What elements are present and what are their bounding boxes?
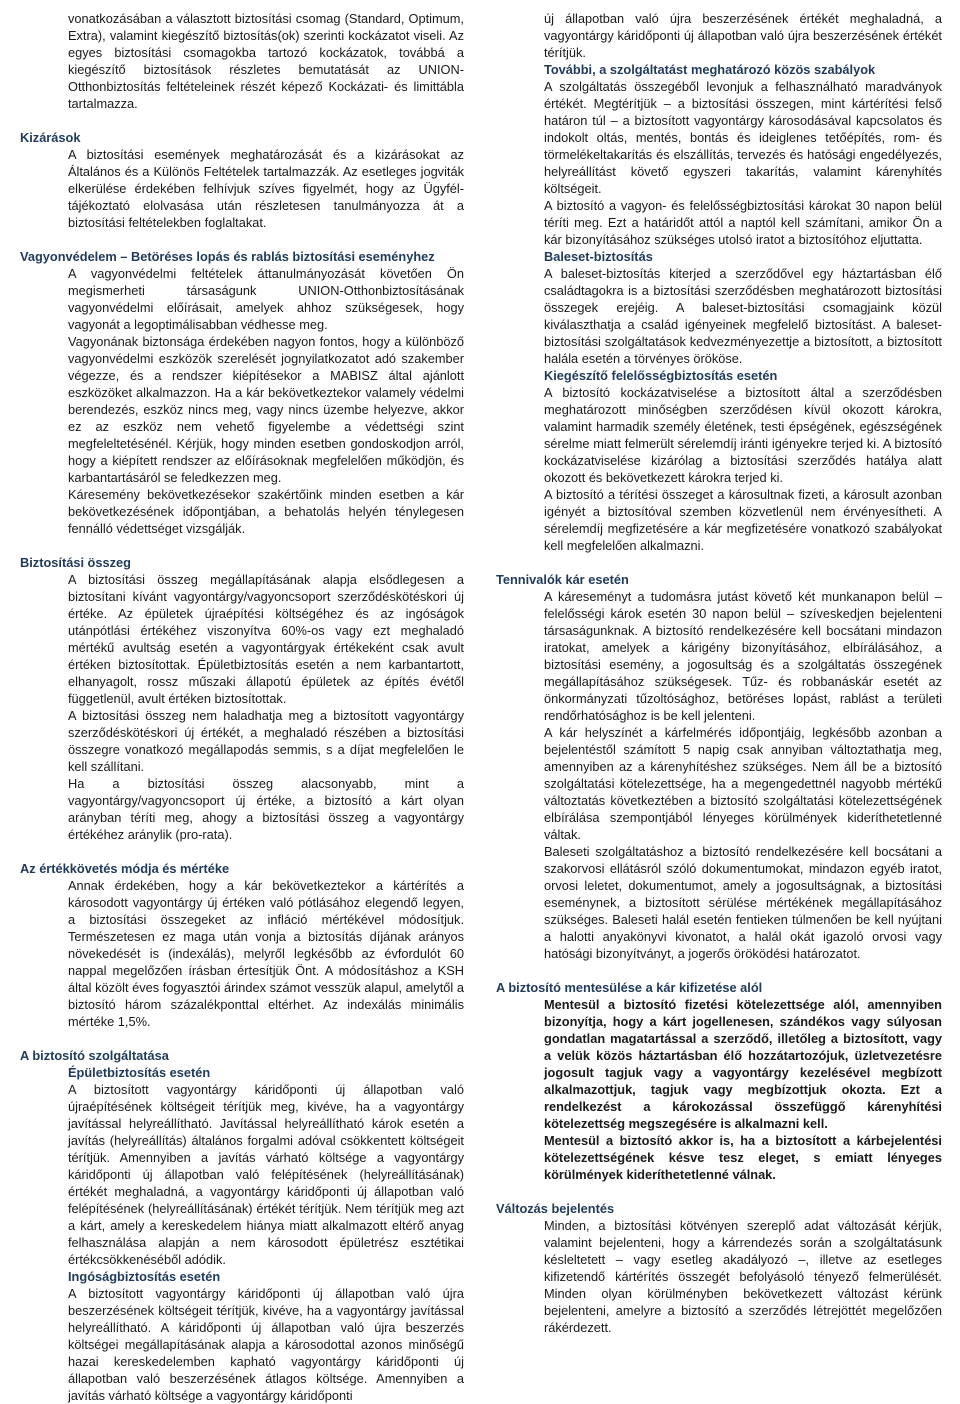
ingosag-continued-paragraph: új állapotban való újra beszerzésének értékét meghaladná, a vagyontárgy káridőponti új állapotban való újra beszerzésének értékét térítjük. (544, 11, 942, 60)
valtozas-paragraph: Minden, a biztosítási kötvényen szereplő adat változását kérjük, valamint bejelenteni, hogy a kárrendezés során a szolgáltatásunk késleltetett – vagy esetleg akadályozó –, illetve az esetleges kifizetendő kártérítés összegét befolyásoló tényező felmerülését. Minden olyan körülményben bekövetkezett változást kérünk bejelenteni, amelyre a biztosító a szerződés létrejöttét megelőzően rákérdezett. (544, 1218, 942, 1335)
valtozas-bejelentes-heading: Változás bejelentés (496, 1201, 615, 1216)
ingosagbiztositas-paragraph: A biztosított vagyontárgy káridőponti új állapotban való újra beszerzésének költségeit térítjük, kivéve, ha a vagyontárgy javítással helyreállítható. A káridőponti új állapotban való újra beszerzés költségei megállapításának alapja a károsodottal azonos minőségű hazai kereskedelemben kapható vagyontárgy káridőponti új állapotban való beszerzésének átlagos költsége. Amennyiben a javítás várható költsége a vagyontárgy káridőponti (68, 1286, 464, 1403)
felelossegbiztositas-subheading: Kiegészítő felelősségbiztosítás esetén (544, 368, 778, 383)
vagyonvedelem-paragraph-2: Vagyonának biztonsága érdekében nagyon fontos, hogy a különböző vagyonvédelmi eszközök szerelését jognyilatkozatot adó szakember végezze, és a rendszer kiépítésekor a MABISZ által ajánlott eszközöket alkalmazzon. Ha a kár bekövetkeztekor valamely védelmi berendezés, eszköz nincs meg, vagy nincs üzembe helyezve, akkor ez az eszköz nem vehető figyelembe a védettségi szint megfeleltetésénél. Kérjük, hogy minden esetben gondoskodjon arról, hogy a kiépített rendszer az előírásoknak megfelelően működjön, és karbantartásáról se feledkezzen meg. (68, 334, 464, 485)
kizarasok-paragraph: A biztosítási események meghatározását és a kizárásokat az Általános és a Különös Feltételek tartalmazzák. Az esetleges jogviták elkerülése érdekében felhívjuk szíves figyelmét, hogy az Ügyfél-tájékoztató elolvasása után részletesen tanulmányozza át a biztosítási feltételekben foglaltakat. (68, 147, 464, 230)
osszeg-paragraph-1: A biztosítási összeg megállapításának alapja elsődlegesen a biztosítani kívánt vagyontárgy/vagyoncsoport szerződéskötéskori új értéke. Az épületek újraépítési költségéhez és az ingóságok utánpótlási értékéhez viszonyítva 60%-os vagy ezt meghaladó mértékű avultság esetén a vagyontárgyak értékeként csak avult értéken biztosítottak. Épületbiztosítás esetén a nem karbantartott, elhanyagolt, rossz műszaki állapotú épületek az építés évétől függetlenül, avult értéken biztosítottak. (68, 572, 464, 706)
right-column (496, 10, 942, 1336)
ertekkovetes-heading: Az értékkövetés módja és mértéke (20, 861, 230, 876)
epuletbiztositas-paragraph: A biztosított vagyontárgy káridőponti új állapotban való újraépítésének költségeit térítjük meg, kivéve, ha a vagyontárgy javítással helyreállítható. Javítással helyreállítható károk esetén a javítás (helyreállítás) általános forgalmi adóval csökkentett költségeit térítjük. Amennyiben a javítás várható költsége a vagyontárgy káridőponti új állapotban való felépítésének (helyreállításának) értékét meghaladná, a vagyontárgy káridőponti új állapotban való felépítésének (helyreállításának) értékét térítjük. Nem térítjük meg azt a kárt, amely a kereskedelem hiánya miatt alkalmazott eltérő anyag felhasználása alapján a nem károsodott épületrész esztétikai értékcsökkenéséből adódik. (68, 1082, 464, 1267)
epuletbiztositas-subheading: Épületbiztosítás esetén (68, 1065, 211, 1080)
szolgaltatas-heading: A biztosító szolgáltatása (20, 1048, 169, 1063)
kozos-paragraph-2: A biztosító a vagyon- és felelősségbiztosítási károkat 30 napon belül téríti meg. Ezt a határidőt attól a naptól kell számítani, amikor Ön a kár bizonyításához szükséges utolsó iratot a biztosítóhoz eljuttatta. (544, 198, 942, 247)
baleset-biztositas-subheading: Baleset-biztosítás (544, 249, 653, 264)
osszeg-paragraph-3: Ha a biztosítási összeg alacsonyabb, mint a vagyontárgy/vagyoncsoport új értéke, a biztosító a kárt olyan arányban téríti meg, ahogy a biztosítási összeg a vagyontárgy értékéhez aránylik (pro-rata). (68, 776, 464, 842)
tennivalok-paragraph-1: A káreseményt a tudomásra jutást követő két munkanapon belül – felelősségi károk esetén 30 napon belül – szíveskedjen bejelenteni társaságunknak. A biztosító rendelkezésére kell bocsátani mindazon iratokat, amelyek a kárigény bizonyításához, elbírálásához, a biztosítási esemény, a jogosultság és a szolgáltatás összegének megállapításához szükségesek. Tűz- és robbanáskár esetét az önkormányzati tűzoltósághoz, betöréses lopást, rablást a területi rendőrhatósághoz is be kell jelenteni. (544, 589, 942, 723)
tennivalok-paragraph-2: A kár helyszínét a kárfelmérés időpontjáig, legkésőbb azonban a bejelentéstől számított 5 napig csak annyiban változtathatja meg, amennyiben az a kárenyhítéshez szükséges. Nem áll be a biztosító szolgáltatási kötelezettsége, ha a megengedettnél nagyobb mértékű változtatás következtében a biztosító szolgáltatási kötelezettségének elbírálása szempontjából lényeges körülmények kideríthetetlenné váltak. (544, 725, 942, 842)
ertekkovetes-paragraph: Annak érdekében, hogy a kár bekövetkeztekor a kártérítés a károsodott vagyontárgy új értéken való pótlásához elegendő legyen, a biztosítási összegeket az infláció mértékével módosítjuk. Természetesen ez maga után vonja a biztosítás díjának arányos növekedését is (indexálás), melyről legkésőbb az évfordulót 60 nappal megelőzően írásban értesítjük Önt. A módosításhoz a KSH által közölt éves fogyasztói árindex számot vesszük alapul, amelytől a biztosító három százalékponttal eltérhet. Az indexálás minimális mértéke 1,5%. (68, 878, 464, 1029)
vagyonvedelem-heading: Vagyonvédelem – Betöréses lopás és rablás biztosítási eseményhez (20, 249, 435, 264)
intro-paragraph: vonatkozásában a választott biztosítási csomag (Standard, Optimum, Extra), valamint kiegészítő biztosítás(ok) szerinti kockázatot viseli. Az egyes biztosítási csomagokba tartozó kockázatok, továbbá a kiegészítő biztosítások részletes bemutatását az UNION-Otthonbiztosítás feltételeinek részét képező Kockázati- és limittábla tartalmazza. (68, 11, 464, 111)
biztositasi-osszeg-heading: Biztosítási összeg (20, 555, 131, 570)
felelosseg-paragraph-2: A biztosító a térítési összeget a károsultnak fizeti, a károsult azonban igényét a biztosítóval szemben közvetlenül nem érvényesítheti. A sérelemdíj megfizetésére a kár megfizetésére vonatkozó szabályokat kell megfelelően alkalmazni. (544, 487, 942, 553)
kozos-paragraph-1: A szolgáltatás összegéből levonjuk a felhasználható maradványok értékét. Megtérítjük – a biztosítási összegen, mint kártérítési felső határon túl – a biztosított vagyontárgy károsodásával kapcsolatos és indokolt oltás, mentés, bontás és ideiglenes tetőépítés, rom- és törmelékeltakarítás és elszállítás, tervezés és hatósági engedélyezés, helyreállítást követő egyszeri takarítás, valamint kárenyhítés költségeit. (544, 79, 942, 196)
kizarasok-heading: Kizárások (20, 130, 81, 145)
vagyonvedelem-paragraph-1: A vagyonvédelmi feltételek áttanulmányozását követően Ön megismerheti társaságunk UNION-Otthonbiztosításának vagyonvédelmi előírásait, amelyek ahhoz szükségesek, hogy vagyonát a legoptimálisabban védhesse meg. (68, 266, 464, 332)
tennivalok-paragraph-3: Baleseti szolgáltatáshoz a biztosító rendelkezésére kell bocsátani a szakorvosi ellátásról szóló dokumentumokat, mindazon egyéb iratot, orvosi leletet, dokumentumot, amely a jogosultságnak, a biztosítási eseménynek, a biztosított sérülése mértékének megállapításához szükséges. Baleseti halál esetén fentieken túlmenően be kell nyújtani a halotti anyakönyvi kivonatot, a halál okát igazoló orvosi vagy hatósági bizonyítványt, a jogerős öröködési határozatot. (544, 844, 942, 961)
tennivalok-heading: Tennivalók kár esetén (496, 572, 629, 587)
vagyonvedelem-paragraph-3: Káresemény bekövetkezésekor szakértőink minden esetben a kár bekövetkezésének időpontjában, a behatolás helyén ténylegesen fennálló védettséget vizsgálják. (68, 487, 464, 536)
felelosseg-paragraph-1: A biztosító kockázatviselése a biztosított által a szerződésben meghatározott minőségben szerződésen kívül okozott károkra, valamint harmadik személy életének, testi épségének, egészségének sérelme miatt felmerült sérelemdíj iránti igényekre terjed ki. A biztosító kockázatviselése kizárólag a biztosítási szerződés hatálya alatt okozott és bekövetkezett károkra terjed ki. (544, 385, 942, 485)
mentesules-heading: A biztosító mentesülése a kár kifizetése alól (496, 980, 763, 995)
mentesules-paragraph-1: Mentesül a biztosító fizetési kötelezettsége alól, amennyiben bizonyítja, hogy a kárt jogellenesen, szándékos vagy súlyosan gondatlan magatartással a szerződő, illetőleg a biztosított, vagy a velük közös háztartásban élő hozzátartozójuk, üzletvezetésre jogosult tagjuk vagy a vagyontárgy kezelésével megbízott alkalmazottjuk, tagjuk vagy megbízottjuk okozta. Ezt a rendelkezést a károkozással összefüggő kárenyhítési kötelezettség megszegésére is alkalmazni kell. (544, 997, 942, 1131)
baleset-paragraph: A baleset-biztosítás kiterjed a szerződővel egy háztartásban élő családtagokra is a biztosítási szerződésben meghatározott biztosítási összegek erejéig. A baleset-biztosítási csomagjaink közül kiválaszthatja a család igényeinek megfelelő biztosítást. A baleset-biztosítási szolgáltatások kedvezményezettje a biztosított, a biztosított halála esetén a törvényes örököse. (544, 266, 942, 366)
mentesules-paragraph-2: Mentesül a biztosító akkor is, ha a biztosított a kárbejelentési kötelezettségének késve tesz eleget, s emiatt lényeges körülmények kideríthetetlenné válnak. (544, 1133, 942, 1182)
osszeg-paragraph-2: A biztosítási összeg nem haladhatja meg a biztosított vagyontárgy szerződéskötéskori új értékét, a meghaladó részében a biztosítási összegre vonatkozó megállapodás semmis, s a díjat megfelelően le kell szállítani. (68, 708, 464, 774)
left-column (20, 10, 464, 1404)
kozos-szabalyok-subheading: További, a szolgáltatást meghatározó közös szabályok (544, 62, 876, 77)
ingosagbiztositas-subheading: Ingóságbiztosítás esetén (68, 1269, 221, 1284)
